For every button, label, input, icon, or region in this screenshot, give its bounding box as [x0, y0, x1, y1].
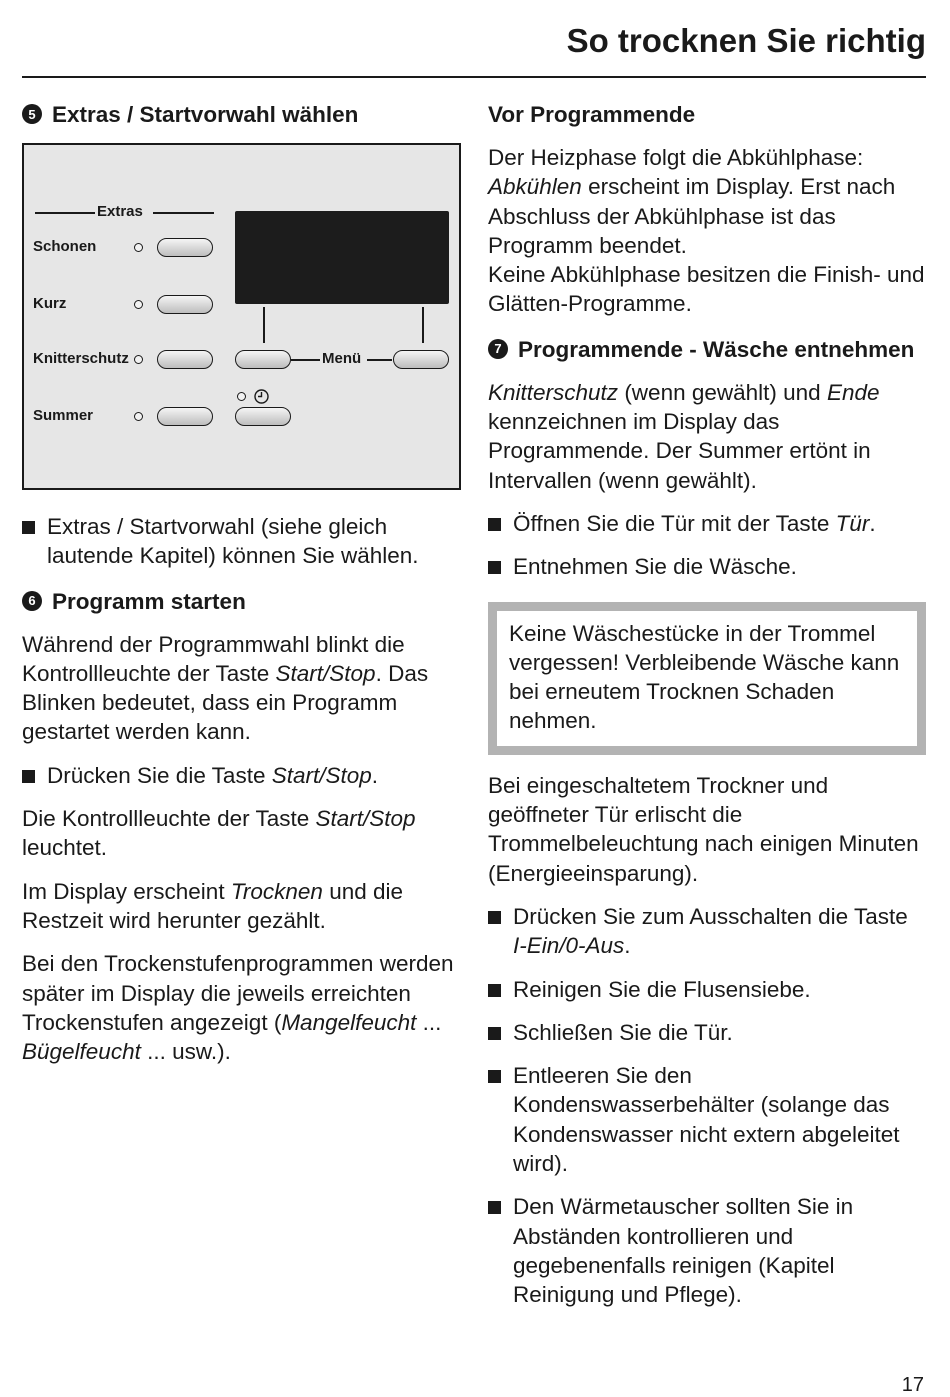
- text: ... usw.).: [140, 1039, 231, 1065]
- right-column: [488, 100, 926, 1310]
- panel-button-menu-left: [235, 350, 291, 369]
- led-indicator: [134, 355, 143, 364]
- display-text: Knitterschutz: [488, 379, 619, 405]
- menu-line-left: [291, 359, 320, 361]
- panel-button-start-delay: [235, 407, 291, 426]
- key-name: I-Ein/0-Aus: [513, 933, 625, 959]
- display-text: Trocknen: [230, 878, 323, 904]
- display-text: Ende: [826, 379, 880, 405]
- display-connector-right: [422, 307, 424, 343]
- panel-label-extras: Extras: [97, 203, 143, 220]
- bullet-icon: [488, 1201, 501, 1214]
- bullet-text: Den Wärmetauscher sollten Sie in Abständen kontrollieren und gegebenenfalls reinigen (Kapitel Reinigung und Pflege).: [513, 1194, 854, 1308]
- text: Öffnen Sie die Tür mit der Taste: [513, 510, 836, 536]
- title-rule: [22, 76, 926, 78]
- clock-icon: [253, 388, 270, 405]
- warning-note-box: [488, 602, 926, 755]
- bullet-item: [488, 509, 926, 538]
- text: kennzeichnen im Display das Programmende. Der Summer ertönt in Intervallen (wenn gewählt).: [488, 409, 871, 493]
- note-text: Keine Wäschestücke in der Trommel vergessen! Verbleibende Wäsche kann bei erneutem Trocknen Schaden nehmen.: [509, 620, 900, 734]
- bullet-item: [488, 975, 926, 1004]
- bullet-text: Schließen Sie die Tür.: [513, 1019, 733, 1045]
- step-6-number: 6: [22, 591, 42, 611]
- control-panel-illustration: [22, 143, 461, 490]
- step-5-number: 5: [22, 104, 42, 124]
- bullet-text: Reinigen Sie die Flusensiebe.: [513, 976, 811, 1002]
- paragraph: [488, 378, 926, 495]
- panel-label-summer: Summer: [33, 407, 94, 424]
- section-heading: Vor Programmende: [488, 102, 696, 127]
- text: ...: [416, 1009, 442, 1035]
- panel-button-schonen: [157, 238, 213, 257]
- paragraph: [22, 877, 462, 936]
- bullet-text: Entleeren Sie den Kondenswasserbehälter (solange das Kondenswasser nicht extern abgeleitet wird).: [513, 1063, 900, 1177]
- extras-line-right: [153, 212, 214, 214]
- step-6-heading: [22, 587, 462, 616]
- paragraph: Bei eingeschaltetem Trockner und geöffneter Tür erlischt die Trommelbeleuchtung nach einigen Minuten (Energieeinsparung).: [488, 772, 919, 886]
- led-indicator: [134, 300, 143, 309]
- bullet-item: [488, 1061, 926, 1178]
- step-6-title: Programm starten: [52, 588, 246, 614]
- display-connector-left: [263, 307, 265, 343]
- display-text: Mangelfeucht: [281, 1009, 417, 1035]
- paragraph: [22, 949, 462, 1066]
- text: .: [371, 762, 379, 788]
- step-7-title: Programmende - Wäsche entnehmen: [518, 336, 915, 362]
- step-7-heading: [488, 335, 926, 364]
- bullet-icon: [488, 1070, 501, 1083]
- step-5-heading: [22, 100, 462, 129]
- bullet-icon: [22, 770, 35, 783]
- text: .: [869, 510, 876, 536]
- bullet-icon: [488, 1027, 501, 1040]
- text: (wenn gewählt) und: [618, 379, 827, 405]
- key-name: Start/Stop: [315, 806, 416, 832]
- bullet-item: [488, 902, 926, 961]
- panel-button-knitterschutz: [157, 350, 213, 369]
- text: Die Kontrollleuchte der Taste: [22, 806, 316, 832]
- bullet-text: Entnehmen Sie die Wäsche.: [513, 554, 797, 580]
- text: . Das Blinken bedeutet, dass ein Programm gestartet werden kann.: [22, 660, 429, 745]
- paragraph: [488, 143, 926, 319]
- text: Im Display erscheint: [22, 878, 231, 904]
- bullet-icon: [488, 984, 501, 997]
- step-5-title: Extras / Startvorwahl wählen: [52, 102, 359, 127]
- panel-label-kurz: Kurz: [33, 295, 67, 312]
- bullet-item: [22, 761, 462, 790]
- bullet-item: [22, 512, 462, 571]
- panel-button-kurz: [157, 295, 213, 314]
- bullet-icon: [488, 518, 501, 531]
- bullet-icon: [488, 561, 501, 574]
- led-indicator: [134, 412, 143, 421]
- bullet-text: Extras / Startvorwahl (siehe gleich lautende Kapitel) können Sie wählen.: [47, 514, 419, 569]
- key-name: Start/Stop: [275, 660, 376, 686]
- step-7-number: 7: [488, 339, 508, 359]
- bullet-item: [488, 1192, 926, 1309]
- bullet-item: [488, 552, 926, 581]
- text: Der Heizphase folgt die Abkühlphase:: [488, 145, 864, 170]
- paragraph: [22, 804, 462, 863]
- text: Drücken Sie zum Ausschalten die Taste: [513, 903, 908, 929]
- panel-label-knitterschutz: Knitterschutz: [33, 350, 129, 367]
- text: Bei den Trockenstufenprogrammen werden später im Display die jeweils erreichten Trockenstufen angezeigt (: [22, 951, 454, 1035]
- key-name: Tür: [835, 510, 870, 536]
- paragraph: [22, 630, 462, 747]
- display-text: Abkühlen: [488, 174, 582, 200]
- page-title: So trocknen Sie richtig: [566, 22, 926, 59]
- led-indicator: [134, 243, 143, 252]
- text: Während der Programmwahl blinkt die Kontrollleuchte der Taste: [22, 631, 405, 686]
- bullet-text: [513, 902, 926, 961]
- left-column: [22, 100, 462, 1066]
- text: Keine Abkühlphase besitzen die Finish- und Glätten-Programme.: [488, 262, 925, 317]
- text: leuchtet.: [22, 835, 108, 861]
- bullet-item: [488, 1018, 926, 1047]
- text: Drücken Sie die Taste: [47, 762, 272, 788]
- key-name: Start/Stop: [271, 762, 372, 788]
- page-number: 17: [901, 1374, 924, 1396]
- panel-display: [235, 211, 449, 304]
- extras-line-left: [35, 212, 95, 214]
- panel-label-menu: Menü: [322, 350, 362, 367]
- bullet-text: [513, 509, 876, 538]
- text: erscheint im Display. Erst nach Abschluss der Abkühlphase ist das Programm beendet.: [488, 174, 896, 258]
- text: .: [624, 933, 631, 959]
- bullet-icon: [22, 521, 35, 534]
- menu-line-right: [367, 359, 392, 361]
- bullet-icon: [488, 911, 501, 924]
- text: und die Restzeit wird herunter gezählt.: [22, 878, 404, 933]
- bullet-text: [47, 761, 378, 790]
- panel-label-schonen: Schonen: [33, 238, 97, 255]
- panel-button-menu-right: [393, 350, 449, 369]
- display-text: Bügelfeucht: [22, 1039, 141, 1065]
- led-indicator: [237, 392, 246, 401]
- panel-button-summer: [157, 407, 213, 426]
